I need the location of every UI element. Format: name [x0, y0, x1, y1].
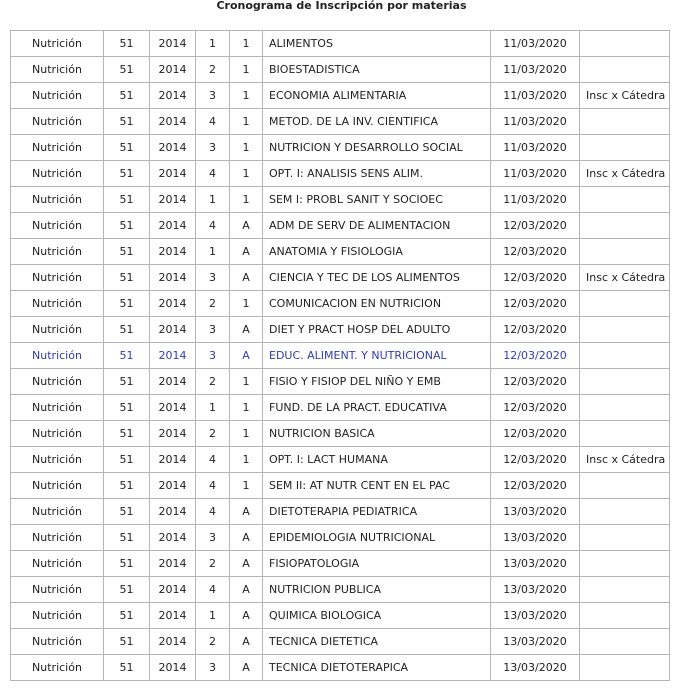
course-year-cell: 3	[196, 655, 230, 681]
period-cell: 1	[230, 291, 263, 317]
career-cell: Nutrición	[11, 525, 104, 551]
period-cell: 1	[230, 187, 263, 213]
subject-cell: TECNICA DIETOTERAPICA	[263, 655, 491, 681]
date-cell: 12/03/2020	[491, 343, 580, 369]
note-cell	[580, 291, 670, 317]
period-cell: 1	[230, 369, 263, 395]
date-cell: 12/03/2020	[491, 395, 580, 421]
date-cell: 11/03/2020	[491, 109, 580, 135]
table-row	[11, 31, 670, 57]
subject-cell: NUTRICION PUBLICA	[263, 577, 491, 603]
date-cell: 12/03/2020	[491, 421, 580, 447]
note-cell: Insc x Cátedra	[580, 83, 670, 109]
subject-cell: EPIDEMIOLOGIA NUTRICIONAL	[263, 525, 491, 551]
career-cell: Nutrición	[11, 161, 104, 187]
table-row	[11, 187, 670, 213]
period-cell: A	[230, 551, 263, 577]
date-cell: 11/03/2020	[491, 31, 580, 57]
note-cell	[580, 603, 670, 629]
period-cell: 1	[230, 83, 263, 109]
course-year-cell: 1	[196, 395, 230, 421]
course-year-cell: 1	[196, 603, 230, 629]
table-row	[11, 213, 670, 239]
subject-cell: SEM II: AT NUTR CENT EN EL PAC	[263, 473, 491, 499]
year-cell: 2014	[150, 109, 196, 135]
note-cell	[580, 57, 670, 83]
period-cell: 1	[230, 421, 263, 447]
subject-cell: DIETOTERAPIA PEDIATRICA	[263, 499, 491, 525]
subject-cell: ADM DE SERV DE ALIMENTACION	[263, 213, 491, 239]
plan-cell: 51	[104, 655, 150, 681]
note-cell	[580, 109, 670, 135]
year-cell: 2014	[150, 187, 196, 213]
year-cell: 2014	[150, 395, 196, 421]
date-cell: 13/03/2020	[491, 525, 580, 551]
year-cell: 2014	[150, 525, 196, 551]
course-year-cell: 3	[196, 265, 230, 291]
plan-cell: 51	[104, 213, 150, 239]
date-cell: 13/03/2020	[491, 655, 580, 681]
date-cell: 13/03/2020	[491, 551, 580, 577]
plan-cell: 51	[104, 473, 150, 499]
period-cell: A	[230, 239, 263, 265]
course-year-cell: 4	[196, 499, 230, 525]
table-row	[11, 525, 670, 551]
date-cell: 13/03/2020	[491, 499, 580, 525]
note-cell	[580, 317, 670, 343]
table-row	[11, 109, 670, 135]
table-row	[11, 655, 670, 681]
subject-cell: BIOESTADISTICA	[263, 57, 491, 83]
table-row	[11, 369, 670, 395]
date-cell: 12/03/2020	[491, 213, 580, 239]
note-cell	[580, 525, 670, 551]
career-cell: Nutrición	[11, 31, 104, 57]
career-cell: Nutrición	[11, 447, 104, 473]
subject-cell: QUIMICA BIOLOGICA	[263, 603, 491, 629]
career-cell: Nutrición	[11, 499, 104, 525]
plan-cell: 51	[104, 161, 150, 187]
course-year-cell: 4	[196, 109, 230, 135]
course-year-cell: 3	[196, 343, 230, 369]
career-cell: Nutrición	[11, 577, 104, 603]
career-cell: Nutrición	[11, 343, 104, 369]
period-cell: 1	[230, 57, 263, 83]
table-row	[11, 343, 670, 369]
career-cell: Nutrición	[11, 291, 104, 317]
course-year-cell: 3	[196, 525, 230, 551]
course-year-cell: 4	[196, 161, 230, 187]
career-cell: Nutrición	[11, 603, 104, 629]
subject-cell: CIENCIA Y TEC DE LOS ALIMENTOS	[263, 265, 491, 291]
course-year-cell: 3	[196, 83, 230, 109]
year-cell: 2014	[150, 213, 196, 239]
note-cell	[580, 31, 670, 57]
note-cell: Insc x Cátedra	[580, 265, 670, 291]
course-year-cell: 1	[196, 31, 230, 57]
course-year-cell: 2	[196, 421, 230, 447]
date-cell: 11/03/2020	[491, 57, 580, 83]
year-cell: 2014	[150, 551, 196, 577]
subject-cell: OPT. I: LACT HUMANA	[263, 447, 491, 473]
note-cell	[580, 499, 670, 525]
note-cell: Insc x Cátedra	[580, 161, 670, 187]
year-cell: 2014	[150, 83, 196, 109]
subject-cell: FUND. DE LA PRACT. EDUCATIVA	[263, 395, 491, 421]
year-cell: 2014	[150, 317, 196, 343]
period-cell: 1	[230, 473, 263, 499]
date-cell: 12/03/2020	[491, 317, 580, 343]
course-year-cell: 3	[196, 317, 230, 343]
year-cell: 2014	[150, 31, 196, 57]
course-year-cell: 2	[196, 57, 230, 83]
table-row	[11, 291, 670, 317]
year-cell: 2014	[150, 447, 196, 473]
date-cell: 11/03/2020	[491, 187, 580, 213]
subject-cell: ALIMENTOS	[263, 31, 491, 57]
note-cell	[580, 135, 670, 161]
period-cell: A	[230, 603, 263, 629]
career-cell: Nutrición	[11, 135, 104, 161]
career-cell: Nutrición	[11, 473, 104, 499]
note-cell	[580, 421, 670, 447]
date-cell: 13/03/2020	[491, 577, 580, 603]
career-cell: Nutrición	[11, 265, 104, 291]
date-cell: 12/03/2020	[491, 473, 580, 499]
table-row	[11, 421, 670, 447]
period-cell: A	[230, 213, 263, 239]
course-year-cell: 1	[196, 239, 230, 265]
year-cell: 2014	[150, 239, 196, 265]
course-year-cell: 4	[196, 213, 230, 239]
year-cell: 2014	[150, 421, 196, 447]
career-cell: Nutrición	[11, 317, 104, 343]
subject-cell: DIET Y PRACT HOSP DEL ADULTO	[263, 317, 491, 343]
plan-cell: 51	[104, 187, 150, 213]
date-cell: 13/03/2020	[491, 629, 580, 655]
subject-cell: FISIOPATOLOGIA	[263, 551, 491, 577]
course-year-cell: 3	[196, 135, 230, 161]
course-year-cell: 2	[196, 551, 230, 577]
table-row	[11, 57, 670, 83]
subject-cell: OPT. I: ANALISIS SENS ALIM.	[263, 161, 491, 187]
year-cell: 2014	[150, 265, 196, 291]
date-cell: 12/03/2020	[491, 291, 580, 317]
period-cell: A	[230, 525, 263, 551]
note-cell	[580, 187, 670, 213]
period-cell: A	[230, 343, 263, 369]
career-cell: Nutrición	[11, 213, 104, 239]
note-cell	[580, 551, 670, 577]
table-row	[11, 499, 670, 525]
subject-cell: NUTRICION BASICA	[263, 421, 491, 447]
career-cell: Nutrición	[11, 239, 104, 265]
note-cell	[580, 239, 670, 265]
note-cell	[580, 655, 670, 681]
table-row	[11, 239, 670, 265]
career-cell: Nutrición	[11, 551, 104, 577]
subject-cell: ECONOMIA ALIMENTARIA	[263, 83, 491, 109]
subject-cell: FISIO Y FISIOP DEL NIÑO Y EMB	[263, 369, 491, 395]
period-cell: A	[230, 265, 263, 291]
course-year-cell: 2	[196, 369, 230, 395]
plan-cell: 51	[104, 603, 150, 629]
period-cell: A	[230, 317, 263, 343]
plan-cell: 51	[104, 135, 150, 161]
course-year-cell: 4	[196, 577, 230, 603]
table-row	[11, 577, 670, 603]
plan-cell: 51	[104, 629, 150, 655]
schedule-rows	[11, 31, 670, 681]
subject-cell: TECNICA DIETETICA	[263, 629, 491, 655]
date-cell: 11/03/2020	[491, 135, 580, 161]
year-cell: 2014	[150, 343, 196, 369]
plan-cell: 51	[104, 421, 150, 447]
year-cell: 2014	[150, 577, 196, 603]
plan-cell: 51	[104, 57, 150, 83]
note-cell	[580, 473, 670, 499]
career-cell: Nutrición	[11, 83, 104, 109]
table-row	[11, 395, 670, 421]
plan-cell: 51	[104, 317, 150, 343]
table-row	[11, 473, 670, 499]
table-row	[11, 551, 670, 577]
career-cell: Nutrición	[11, 655, 104, 681]
career-cell: Nutrición	[11, 109, 104, 135]
year-cell: 2014	[150, 135, 196, 161]
plan-cell: 51	[104, 31, 150, 57]
year-cell: 2014	[150, 499, 196, 525]
plan-cell: 51	[104, 83, 150, 109]
plan-cell: 51	[104, 551, 150, 577]
subject-cell: SEM I: PROBL SANIT Y SOCIOEC	[263, 187, 491, 213]
note-cell	[580, 395, 670, 421]
career-cell: Nutrición	[11, 369, 104, 395]
career-cell: Nutrición	[11, 629, 104, 655]
course-year-cell: 4	[196, 447, 230, 473]
date-cell: 12/03/2020	[491, 369, 580, 395]
career-cell: Nutrición	[11, 395, 104, 421]
schedule-table	[10, 30, 670, 681]
plan-cell: 51	[104, 369, 150, 395]
period-cell: A	[230, 655, 263, 681]
plan-cell: 51	[104, 239, 150, 265]
table-row	[11, 265, 670, 291]
note-cell	[580, 629, 670, 655]
plan-cell: 51	[104, 447, 150, 473]
plan-cell: 51	[104, 395, 150, 421]
course-year-cell: 2	[196, 291, 230, 317]
date-cell: 12/03/2020	[491, 239, 580, 265]
career-cell: Nutrición	[11, 57, 104, 83]
year-cell: 2014	[150, 603, 196, 629]
page-title: Cronograma de Inscripción por materias	[216, 0, 467, 12]
note-cell	[580, 343, 670, 369]
note-cell	[580, 369, 670, 395]
period-cell: 1	[230, 161, 263, 187]
table-row	[11, 83, 670, 109]
year-cell: 2014	[150, 161, 196, 187]
note-cell: Insc x Cátedra	[580, 447, 670, 473]
subject-cell: ANATOMIA Y FISIOLOGIA	[263, 239, 491, 265]
date-cell: 13/03/2020	[491, 603, 580, 629]
table-row	[11, 629, 670, 655]
plan-cell: 51	[104, 499, 150, 525]
plan-cell: 51	[104, 109, 150, 135]
year-cell: 2014	[150, 369, 196, 395]
note-cell	[580, 213, 670, 239]
subject-cell: EDUC. ALIMENT. Y NUTRICIONAL	[263, 343, 491, 369]
career-cell: Nutrición	[11, 421, 104, 447]
year-cell: 2014	[150, 291, 196, 317]
subject-cell: NUTRICION Y DESARROLLO SOCIAL	[263, 135, 491, 161]
date-cell: 11/03/2020	[491, 83, 580, 109]
year-cell: 2014	[150, 629, 196, 655]
date-cell: 12/03/2020	[491, 447, 580, 473]
plan-cell: 51	[104, 291, 150, 317]
year-cell: 2014	[150, 57, 196, 83]
date-cell: 11/03/2020	[491, 161, 580, 187]
table-row	[11, 603, 670, 629]
period-cell: 1	[230, 109, 263, 135]
subject-cell: COMUNICACION EN NUTRICION	[263, 291, 491, 317]
year-cell: 2014	[150, 473, 196, 499]
course-year-cell: 1	[196, 187, 230, 213]
period-cell: A	[230, 577, 263, 603]
plan-cell: 51	[104, 525, 150, 551]
course-year-cell: 4	[196, 473, 230, 499]
period-cell: A	[230, 499, 263, 525]
period-cell: A	[230, 629, 263, 655]
note-cell	[580, 577, 670, 603]
career-cell: Nutrición	[11, 187, 104, 213]
plan-cell: 51	[104, 343, 150, 369]
year-cell: 2014	[150, 655, 196, 681]
table-row	[11, 447, 670, 473]
period-cell: 1	[230, 447, 263, 473]
table-row	[11, 161, 670, 187]
table-row	[11, 317, 670, 343]
plan-cell: 51	[104, 577, 150, 603]
period-cell: 1	[230, 395, 263, 421]
period-cell: 1	[230, 135, 263, 161]
course-year-cell: 2	[196, 629, 230, 655]
date-cell: 12/03/2020	[491, 265, 580, 291]
period-cell: 1	[230, 31, 263, 57]
table-row	[11, 135, 670, 161]
plan-cell: 51	[104, 265, 150, 291]
subject-cell: METOD. DE LA INV. CIENTIFICA	[263, 109, 491, 135]
